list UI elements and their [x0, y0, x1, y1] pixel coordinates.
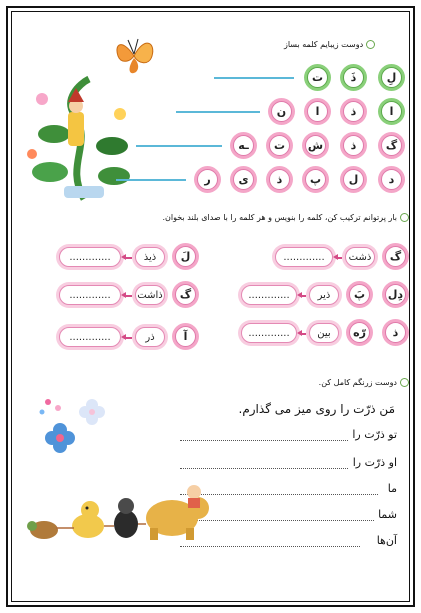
syllable-box: ذیذ	[132, 244, 168, 270]
model-sentence: مَن ذرّت را روی میز می گذارم.	[238, 402, 395, 416]
letter-circle: ذ	[340, 132, 367, 159]
letter-circle: ا	[378, 98, 405, 125]
section1-instruction	[284, 40, 375, 49]
prompt-3: ما	[387, 482, 397, 495]
arrow-icon	[124, 337, 132, 339]
section2-instruction	[162, 213, 409, 222]
syllable-circle: آ	[172, 323, 199, 350]
answer-line-2	[176, 111, 260, 113]
letter-circle: ی	[230, 166, 257, 193]
section2-instruction-text: بار پرتوانم ترکیب کن، کلمه را بنویس و هر کلمه را با صدای بلند بخوان.	[162, 213, 397, 222]
syllable-box: ذاشت	[132, 282, 168, 308]
letter-circle: ن	[268, 98, 295, 125]
answer-box[interactable]: .............	[56, 282, 124, 308]
section3-instruction	[319, 378, 409, 387]
syllable-circle: پَ	[346, 281, 373, 308]
letter-circle: ت	[266, 132, 293, 159]
letter-circle: ذ	[266, 166, 293, 193]
answer-box[interactable]: .............	[56, 324, 124, 350]
letter-circle: ا	[304, 98, 331, 125]
syllable-circle: رّه	[346, 319, 373, 346]
animal-parade-illustration	[26, 470, 216, 546]
answer-line-3	[136, 145, 222, 147]
syllable-box: بین	[306, 320, 342, 346]
section3-instruction-text: دوست زرنگم کامل کن.	[318, 378, 397, 387]
answer-line[interactable]	[180, 440, 348, 441]
answer-box[interactable]: .............	[56, 244, 124, 270]
letter-circle: ذَ	[340, 64, 367, 91]
letter-circle: ت	[304, 64, 331, 91]
syllable-circle: ذ	[382, 319, 409, 346]
letter-circle: ـه	[230, 132, 257, 159]
bullet-icon	[400, 378, 409, 387]
syllable-circle: لَ	[172, 243, 199, 270]
letter-circle: پ	[302, 166, 329, 193]
prompt-4: شما	[378, 508, 397, 521]
letter-circle: لِ	[378, 64, 405, 91]
prompt-5: آن‌ها	[376, 534, 397, 547]
letter-circle: ذ	[340, 98, 367, 125]
arrow-icon	[124, 257, 132, 259]
prompt-1: تو ذرّت را	[352, 428, 397, 441]
bullet-icon	[366, 40, 375, 49]
answer-line-1	[214, 77, 294, 79]
syllable-box: ذیر	[306, 282, 342, 308]
answer-line[interactable]	[180, 546, 360, 547]
answer-line[interactable]	[180, 468, 348, 469]
syllable-box: ذشت	[342, 244, 378, 270]
syllable-box: ذر	[132, 324, 168, 350]
answer-box[interactable]: .............	[272, 244, 336, 270]
letter-circle: ل	[340, 166, 367, 193]
beanstalk-boy-illustration	[24, 74, 134, 202]
letter-circle: ر	[194, 166, 221, 193]
prompt-2: او ذرّت را	[352, 456, 397, 469]
flowers-decoration	[28, 390, 118, 470]
bullet-icon	[400, 213, 409, 222]
answer-box[interactable]: .............	[238, 320, 300, 346]
syllable-circle: گ	[172, 281, 199, 308]
answer-line-4	[116, 179, 186, 181]
answer-box[interactable]: .............	[238, 282, 300, 308]
letter-circle: ش	[302, 132, 329, 159]
arrow-icon	[124, 295, 132, 297]
letter-circle: گ	[378, 132, 405, 159]
syllable-circle: دِل	[382, 281, 409, 308]
syllable-circle: گ	[382, 243, 409, 270]
butterfly-image	[112, 34, 158, 78]
section1-instruction-text: دوست زیبایم کلمه بساز	[284, 40, 364, 49]
letter-circle: د	[378, 166, 405, 193]
